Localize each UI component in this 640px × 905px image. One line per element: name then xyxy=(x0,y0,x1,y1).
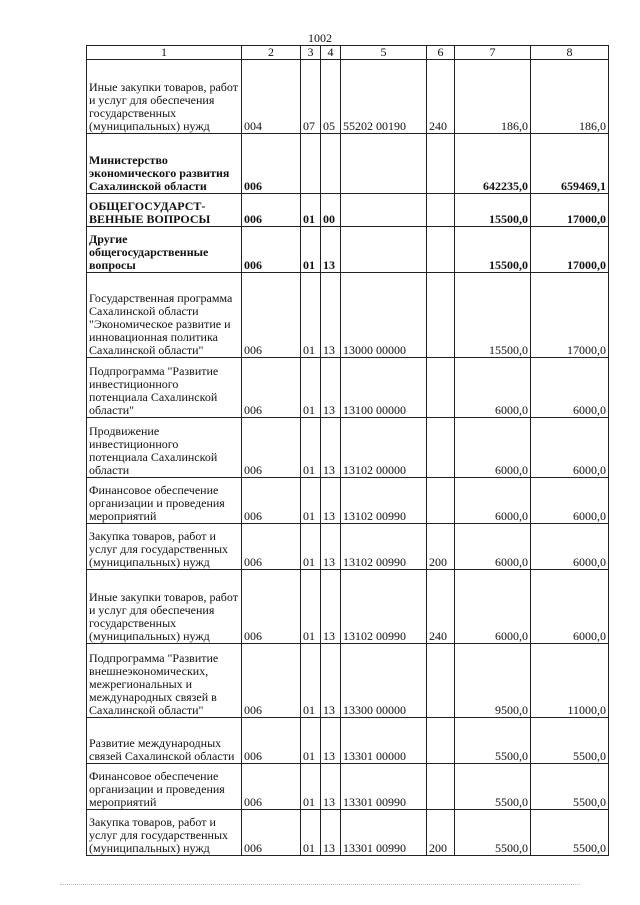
subsection-cell: 13 xyxy=(321,764,341,810)
table-row xyxy=(87,194,609,227)
amount-year2-cell: 186,0 xyxy=(531,60,609,134)
section-cell: 01 xyxy=(301,644,321,718)
expense-type-cell xyxy=(427,718,455,764)
admin-code-cell: 006 xyxy=(242,134,301,194)
target-article-cell: 13102 00990 xyxy=(341,478,427,524)
amount-year1-cell: 6000,0 xyxy=(455,524,531,570)
table-row xyxy=(87,524,609,570)
row-name-cell: Другие общегосударственные вопросы xyxy=(87,227,242,273)
amount-year1-cell: 6000,0 xyxy=(455,418,531,478)
expense-type-cell xyxy=(427,134,455,194)
section-cell: 01 xyxy=(301,227,321,273)
subsection-cell: 00 xyxy=(321,194,341,227)
table-row xyxy=(87,810,609,856)
header-col-8: 8 xyxy=(531,46,609,60)
amount-year1-cell: 6000,0 xyxy=(455,358,531,418)
header-col-2: 2 xyxy=(242,46,301,60)
amount-year2-cell: 17000,0 xyxy=(531,194,609,227)
section-cell: 01 xyxy=(301,273,321,358)
target-article-cell xyxy=(341,227,427,273)
header-row xyxy=(87,46,609,60)
target-article-cell: 13000 00000 xyxy=(341,273,427,358)
section-cell: 01 xyxy=(301,810,321,856)
target-article-cell: 13301 00990 xyxy=(341,764,427,810)
admin-code-cell: 006 xyxy=(242,273,301,358)
header-col-6: 6 xyxy=(427,46,455,60)
amount-year1-cell: 15500,0 xyxy=(455,273,531,358)
subsection-cell: 13 xyxy=(321,524,341,570)
table-row xyxy=(87,478,609,524)
table-row xyxy=(87,273,609,358)
amount-year1-cell: 15500,0 xyxy=(455,227,531,273)
section-cell: 01 xyxy=(301,358,321,418)
subsection-cell: 13 xyxy=(321,570,341,644)
target-article-cell: 13102 00000 xyxy=(341,418,427,478)
amount-year2-cell: 6000,0 xyxy=(531,478,609,524)
subsection-cell: 13 xyxy=(321,644,341,718)
amount-year1-cell: 15500,0 xyxy=(455,194,531,227)
table-row xyxy=(87,570,609,644)
subsection-cell: 13 xyxy=(321,478,341,524)
expense-type-cell xyxy=(427,194,455,227)
target-article-cell xyxy=(341,134,427,194)
section-cell: 01 xyxy=(301,194,321,227)
amount-year1-cell: 642235,0 xyxy=(455,134,531,194)
table-row xyxy=(87,358,609,418)
row-name-cell: Закупка товаров, работ и услуг для государственных (муниципальных) нужд xyxy=(87,810,242,856)
section-cell: 01 xyxy=(301,478,321,524)
expense-type-cell xyxy=(427,227,455,273)
amount-year2-cell: 6000,0 xyxy=(531,524,609,570)
amount-year1-cell: 6000,0 xyxy=(455,478,531,524)
row-name-cell: Финансовое обеспечение организации и проведения мероприятий xyxy=(87,764,242,810)
row-name-cell: Подпрограмма "Развитие инвестиционного потенциала Сахалинской области" xyxy=(87,358,242,418)
row-name-cell: Государственная программа Сахалинской области "Экономическое развитие и инновационная политика Сахалинской области" xyxy=(87,273,242,358)
subsection-cell: 13 xyxy=(321,227,341,273)
amount-year2-cell: 659469,1 xyxy=(531,134,609,194)
amount-year1-cell: 5500,0 xyxy=(455,764,531,810)
section-cell: 01 xyxy=(301,570,321,644)
section-cell: 01 xyxy=(301,764,321,810)
amount-year2-cell: 6000,0 xyxy=(531,418,609,478)
row-name-cell: Развитие международных связей Сахалинской области xyxy=(87,718,242,764)
admin-code-cell: 006 xyxy=(242,570,301,644)
expense-type-cell: 200 xyxy=(427,524,455,570)
amount-year1-cell: 9500,0 xyxy=(455,644,531,718)
admin-code-cell: 006 xyxy=(242,524,301,570)
admin-code-cell: 006 xyxy=(242,194,301,227)
target-article-cell: 13301 00990 xyxy=(341,810,427,856)
admin-code-cell: 006 xyxy=(242,227,301,273)
admin-code-cell: 006 xyxy=(242,418,301,478)
target-article-cell: 13300 00000 xyxy=(341,644,427,718)
header-col-7: 7 xyxy=(455,46,531,60)
amount-year2-cell: 5500,0 xyxy=(531,718,609,764)
table-row xyxy=(87,644,609,718)
target-article-cell: 13102 00990 xyxy=(341,570,427,644)
subsection-cell: 13 xyxy=(321,358,341,418)
section-cell: 01 xyxy=(301,718,321,764)
table-row xyxy=(87,764,609,810)
admin-code-cell: 004 xyxy=(242,60,301,134)
admin-code-cell: 006 xyxy=(242,810,301,856)
subsection-cell: 13 xyxy=(321,810,341,856)
budget-table xyxy=(86,45,609,856)
row-name-cell: Иные закупки товаров, работ и услуг для обеспечения государственных (муниципальных) нужд xyxy=(87,570,242,644)
section-cell: 01 xyxy=(301,418,321,478)
amount-year1-cell: 186,0 xyxy=(455,60,531,134)
subsection-cell: 13 xyxy=(321,273,341,358)
row-name-cell: Продвижение инвестиционного потенциала Сахалинской области xyxy=(87,418,242,478)
expense-type-cell: 240 xyxy=(427,570,455,644)
row-name-cell: Закупка товаров, работ и услуг для государственных (муниципальных) нужд xyxy=(87,524,242,570)
expense-type-cell xyxy=(427,644,455,718)
expense-type-cell xyxy=(427,273,455,358)
expense-type-cell: 200 xyxy=(427,810,455,856)
page-number: 1002 xyxy=(308,31,332,45)
amount-year2-cell: 17000,0 xyxy=(531,273,609,358)
admin-code-cell: 006 xyxy=(242,358,301,418)
row-name-cell: Иные закупки товаров, работ и услуг для обеспечения государственных (муниципальных) нужд xyxy=(87,60,242,134)
scan-artifact-line xyxy=(60,884,580,886)
subsection-cell xyxy=(321,134,341,194)
table-row xyxy=(87,718,609,764)
row-name-cell: ОБЩЕГОСУДАРСТ-ВЕННЫЕ ВОПРОСЫ xyxy=(87,194,242,227)
admin-code-cell: 006 xyxy=(242,644,301,718)
table-row xyxy=(87,134,609,194)
target-article-cell: 55202 00190 xyxy=(341,60,427,134)
expense-type-cell xyxy=(427,478,455,524)
target-article-cell: 13100 00000 xyxy=(341,358,427,418)
amount-year1-cell: 5500,0 xyxy=(455,810,531,856)
amount-year1-cell: 6000,0 xyxy=(455,570,531,644)
expense-type-cell: 240 xyxy=(427,60,455,134)
section-cell: 07 xyxy=(301,60,321,134)
amount-year2-cell: 11000,0 xyxy=(531,644,609,718)
table-row xyxy=(87,418,609,478)
amount-year2-cell: 5500,0 xyxy=(531,764,609,810)
section-cell: 01 xyxy=(301,524,321,570)
expense-type-cell xyxy=(427,418,455,478)
subsection-cell: 13 xyxy=(321,718,341,764)
subsection-cell: 05 xyxy=(321,60,341,134)
target-article-cell: 13102 00990 xyxy=(341,524,427,570)
header-col-1: 1 xyxy=(87,46,242,60)
table-row xyxy=(87,60,609,134)
expense-type-cell xyxy=(427,358,455,418)
amount-year2-cell: 17000,0 xyxy=(531,227,609,273)
admin-code-cell: 006 xyxy=(242,478,301,524)
admin-code-cell: 006 xyxy=(242,764,301,810)
subsection-cell: 13 xyxy=(321,418,341,478)
row-name-cell: Подпрограмма "Развитие внешнеэкономических, межрегиональных и международных связей в Сахалинской области" xyxy=(87,644,242,718)
header-col-3: 3 xyxy=(301,46,321,60)
section-cell xyxy=(301,134,321,194)
expense-type-cell xyxy=(427,764,455,810)
amount-year2-cell: 6000,0 xyxy=(531,570,609,644)
amount-year2-cell: 5500,0 xyxy=(531,810,609,856)
header-col-4: 4 xyxy=(321,46,341,60)
row-name-cell: Финансовое обеспечение организации и проведения мероприятий xyxy=(87,478,242,524)
amount-year2-cell: 6000,0 xyxy=(531,358,609,418)
target-article-cell xyxy=(341,194,427,227)
row-name-cell: Министерство экономического развития Сахалинской области xyxy=(87,134,242,194)
amount-year1-cell: 5500,0 xyxy=(455,718,531,764)
admin-code-cell: 006 xyxy=(242,718,301,764)
target-article-cell: 13301 00000 xyxy=(341,718,427,764)
header-col-5: 5 xyxy=(341,46,427,60)
table-row xyxy=(87,227,609,273)
